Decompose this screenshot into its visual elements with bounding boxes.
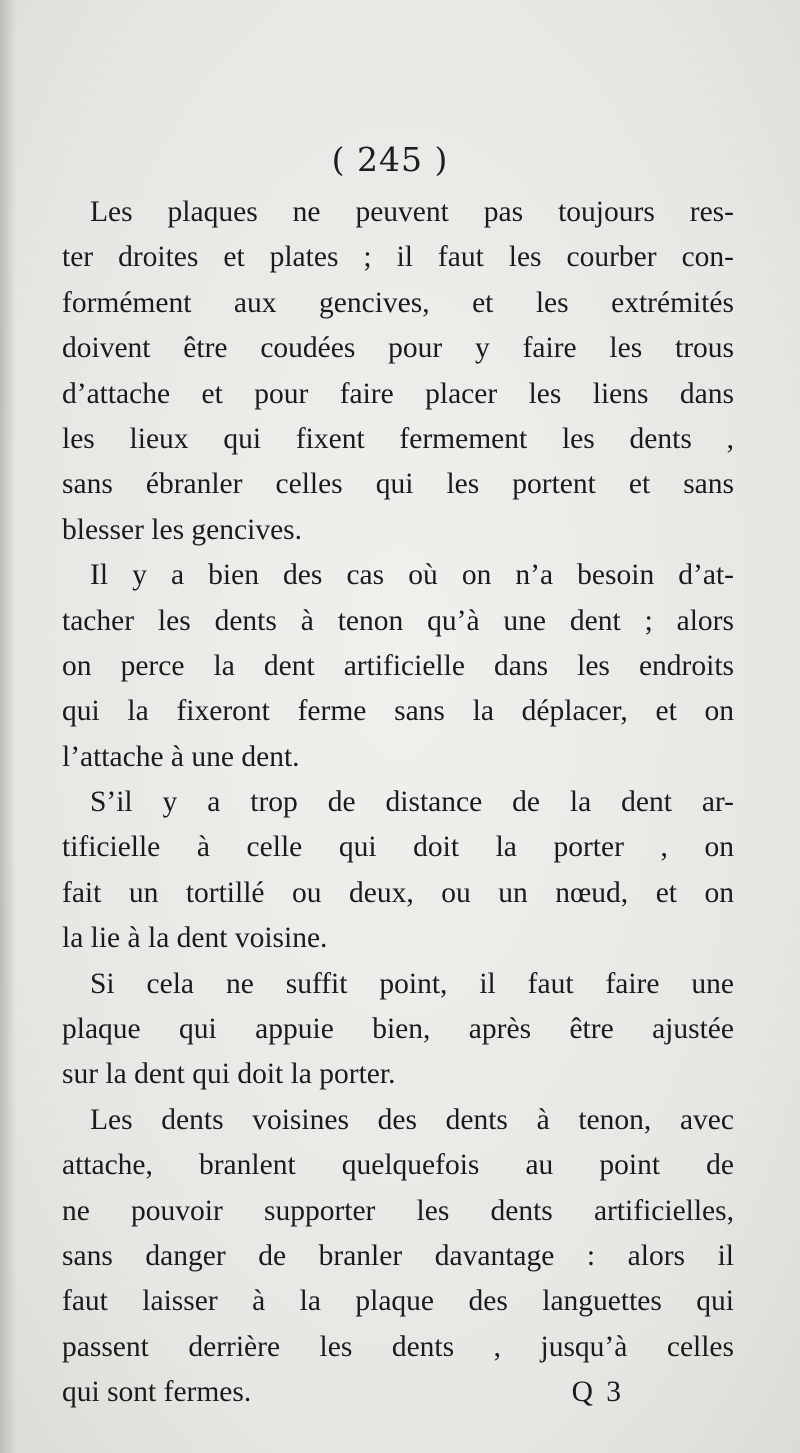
- page-edge-shadow: [0, 0, 16, 1453]
- text-line: formément aux gencives, et les extrémités: [62, 286, 734, 319]
- text-line: d’attache et pour faire placer les liens dans: [62, 377, 734, 410]
- text-line: la lie à la dent voisine.: [62, 922, 328, 955]
- text-line: sur la dent qui doit la porter.: [62, 1058, 396, 1091]
- text-line: blesser les gencives.: [62, 513, 303, 546]
- text-line: Il y a bien des cas où on n’a besoin d’at-: [90, 559, 734, 592]
- text-line: tacher les dents à tenon qu’à une dent ; alors: [62, 604, 734, 637]
- text-line: tificielle à celle qui doit la porter , on: [62, 831, 734, 864]
- final-line-row: [62, 1370, 734, 1415]
- text-line: plaque qui appuie bien, après être ajustée: [62, 1013, 734, 1046]
- text-line: Les plaques ne peuvent pas toujours res-: [90, 196, 734, 228]
- paragraph: [62, 190, 734, 553]
- text-line: l’attache à une dent.: [62, 740, 300, 773]
- text-line: attache, branlent quelquefois au point de: [62, 1149, 734, 1182]
- body-text: [62, 190, 734, 1416]
- paragraph: [62, 1098, 734, 1416]
- text-line: ter droites et plates ; il faut les courber con-: [62, 241, 734, 274]
- text-line: faut laisser à la plaque des languettes qui: [62, 1285, 734, 1318]
- text-line: qui sont fermes.: [62, 1376, 252, 1409]
- text-line: S’il y a trop de distance de la dent ar-: [90, 786, 734, 819]
- text-line: ne pouvoir supporter les dents artificielles,: [62, 1194, 734, 1227]
- text-line: Si cela ne suffit point, il faut faire une: [90, 967, 734, 1000]
- text-line: sans ébranler celles qui les portent et sans: [62, 468, 734, 501]
- paragraph: [62, 780, 734, 962]
- signature-mark: Q 3: [571, 1376, 624, 1409]
- text-line: on perce la dent artificielle dans les endroits: [62, 649, 734, 682]
- paragraph: [62, 962, 734, 1098]
- text-line: qui la fixeront ferme sans la déplacer, et on: [62, 695, 734, 728]
- text-line: passent derrière les dents , jusqu’à celles: [62, 1330, 734, 1363]
- paragraph: [62, 553, 734, 780]
- text-line: Les dents voisines des dents à tenon, avec: [90, 1103, 734, 1136]
- text-line: fait un tortillé ou deux, ou un nœud, et on: [62, 876, 734, 909]
- text-line: les lieux qui fixent fermement les dents ,: [62, 422, 734, 455]
- page-number: ( 245 ): [331, 140, 449, 179]
- text-line: sans danger de branler davantage : alors il: [62, 1239, 734, 1272]
- text-line: doivent être coudées pour y faire les trous: [62, 332, 734, 365]
